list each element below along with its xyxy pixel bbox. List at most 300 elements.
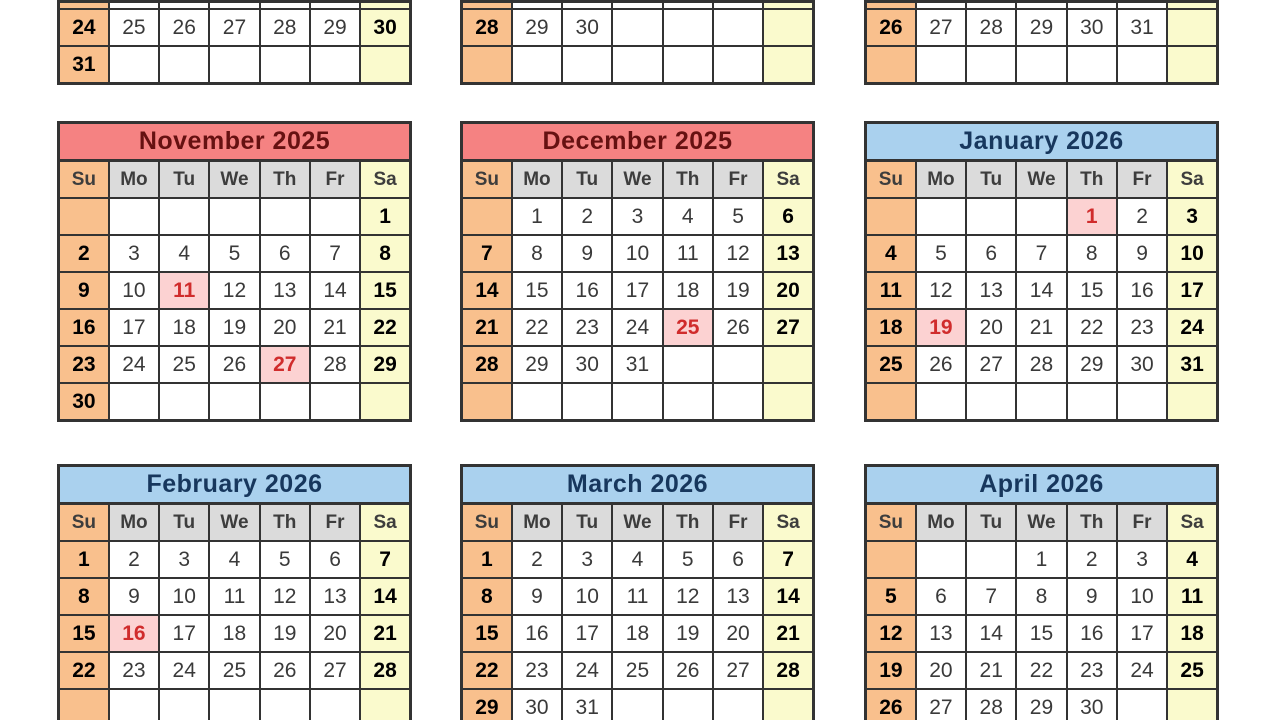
- date-cell: 9: [109, 578, 159, 615]
- empty-date-cell: [1167, 46, 1217, 84]
- weekday-header-th: Th: [1067, 504, 1117, 542]
- empty-date-cell: [209, 46, 259, 84]
- date-cell: 22: [462, 652, 512, 689]
- week-row: [59, 198, 411, 235]
- cropped-week-row: [462, 2, 814, 10]
- date-cell: 14: [763, 578, 813, 615]
- weekday-header-mo: Mo: [512, 504, 562, 542]
- weekday-header-fr: Fr: [310, 161, 360, 199]
- empty-date-cell: [612, 689, 662, 720]
- week-row: [59, 9, 411, 46]
- month-grid: [864, 159, 1219, 422]
- month-title: November 2025: [57, 121, 412, 159]
- date-cell: 20: [916, 652, 966, 689]
- date-cell: 4: [866, 235, 916, 272]
- empty-date-cell: [713, 46, 763, 84]
- weekday-header-mo: Mo: [916, 161, 966, 199]
- week-row: [59, 541, 411, 578]
- date-cell: 9: [59, 272, 109, 309]
- empty-date-cell: [713, 346, 763, 383]
- date-cell: 1: [1016, 541, 1066, 578]
- month-grid: [57, 159, 412, 422]
- empty-date-cell: [310, 689, 360, 720]
- date-cell: 29: [310, 9, 360, 46]
- empty-date-cell: [562, 383, 612, 421]
- weekday-header-row: [866, 161, 1218, 199]
- weekday-header-row: [59, 504, 411, 542]
- date-cell: 2: [59, 235, 109, 272]
- empty-date-cell: [462, 198, 512, 235]
- weekday-header-su: Su: [866, 161, 916, 199]
- empty-date-cell: [663, 689, 713, 720]
- date-cell: 13: [763, 235, 813, 272]
- date-cell: 19: [663, 615, 713, 652]
- date-cell: 29: [512, 9, 562, 46]
- date-cell: 12: [663, 578, 713, 615]
- empty-date-cell: [916, 46, 966, 84]
- date-cell: 26: [260, 652, 310, 689]
- weekday-header-sa: Sa: [1167, 161, 1217, 199]
- date-cell: 20: [260, 309, 310, 346]
- date-cell: 29: [1016, 689, 1066, 720]
- date-cell: 16: [562, 272, 612, 309]
- date-cell: 22: [512, 309, 562, 346]
- empty-date-cell: [966, 46, 1016, 84]
- date-cell: 2: [512, 541, 562, 578]
- cropped-cell: [260, 2, 310, 10]
- date-cell: 5: [713, 198, 763, 235]
- date-cell: 1: [512, 198, 562, 235]
- date-cell: 30: [562, 346, 612, 383]
- cropped-cell: [763, 2, 813, 10]
- empty-date-cell: [1167, 689, 1217, 720]
- date-cell: 30: [1067, 9, 1117, 46]
- cropped-cell: [1067, 2, 1117, 10]
- date-cell: 4: [159, 235, 209, 272]
- week-row: [59, 235, 411, 272]
- date-cell: 22: [1016, 652, 1066, 689]
- date-cell: 13: [713, 578, 763, 615]
- date-cell: 15: [1067, 272, 1117, 309]
- date-cell: 26: [209, 346, 259, 383]
- week-row: [866, 615, 1218, 652]
- date-cell: 27: [310, 652, 360, 689]
- date-cell: 18: [866, 309, 916, 346]
- week-row: [866, 578, 1218, 615]
- week-row: [866, 9, 1218, 46]
- date-cell: 8: [59, 578, 109, 615]
- weekday-header-tu: Tu: [562, 504, 612, 542]
- weekday-header-su: Su: [462, 504, 512, 542]
- empty-date-cell: [1167, 383, 1217, 421]
- date-cell: 17: [109, 309, 159, 346]
- date-cell: 29: [360, 346, 410, 383]
- weekday-header-tu: Tu: [159, 161, 209, 199]
- week-row: [59, 578, 411, 615]
- date-cell: 30: [1067, 689, 1117, 720]
- week-row: [462, 309, 814, 346]
- date-cell: 5: [663, 541, 713, 578]
- cropped-cell: [310, 2, 360, 10]
- week-row: [866, 689, 1218, 720]
- date-cell: 19: [713, 272, 763, 309]
- date-cell: 14: [360, 578, 410, 615]
- cropped-cell: [663, 2, 713, 10]
- week-row: [462, 689, 814, 720]
- empty-date-cell: [1016, 198, 1066, 235]
- empty-date-cell: [360, 383, 410, 421]
- date-cell: 21: [763, 615, 813, 652]
- month-grid: [864, 0, 1219, 85]
- month-title: April 2026: [864, 464, 1219, 502]
- date-cell: 21: [966, 652, 1016, 689]
- empty-date-cell: [360, 46, 410, 84]
- date-cell: 27: [916, 9, 966, 46]
- cropped-cell: [1117, 2, 1167, 10]
- date-cell: 9: [512, 578, 562, 615]
- empty-date-cell: [663, 9, 713, 46]
- date-cell: 26: [663, 652, 713, 689]
- month-december-2025: [460, 121, 815, 422]
- week-row: [462, 346, 814, 383]
- week-row: [866, 541, 1218, 578]
- empty-date-cell: [866, 541, 916, 578]
- date-cell: 22: [1067, 309, 1117, 346]
- week-row: [462, 541, 814, 578]
- date-cell: 2: [1067, 541, 1117, 578]
- weekday-header-sa: Sa: [763, 161, 813, 199]
- date-cell: 30: [59, 383, 109, 421]
- date-cell: 31: [59, 46, 109, 84]
- date-cell: 5: [260, 541, 310, 578]
- date-cell: 30: [360, 9, 410, 46]
- date-cell: 12: [260, 578, 310, 615]
- empty-date-cell: [209, 689, 259, 720]
- date-cell: 7: [310, 235, 360, 272]
- weekday-header-tu: Tu: [159, 504, 209, 542]
- date-cell: 24: [109, 346, 159, 383]
- date-cell: 25: [1167, 652, 1217, 689]
- weekday-header-mo: Mo: [512, 161, 562, 199]
- month-march-2026: [460, 464, 815, 720]
- date-cell: 29: [462, 689, 512, 720]
- date-cell: 24: [562, 652, 612, 689]
- cropped-cell: [713, 2, 763, 10]
- date-cell: 26: [866, 689, 916, 720]
- empty-date-cell: [59, 198, 109, 235]
- date-cell: 25: [159, 346, 209, 383]
- date-cell: 6: [713, 541, 763, 578]
- empty-date-cell: [59, 689, 109, 720]
- date-cell: 27: [916, 689, 966, 720]
- empty-date-cell: [916, 541, 966, 578]
- month-february-2026: [57, 464, 412, 720]
- date-cell: 9: [562, 235, 612, 272]
- date-cell: 28: [462, 9, 512, 46]
- date-cell: 10: [1117, 578, 1167, 615]
- month-top-right-partial: [864, 0, 1219, 85]
- weekday-header-sa: Sa: [360, 504, 410, 542]
- date-cell: 28: [966, 9, 1016, 46]
- date-cell: 29: [1016, 9, 1066, 46]
- date-cell: 30: [512, 689, 562, 720]
- empty-date-cell: [1167, 9, 1217, 46]
- date-cell: 1: [462, 541, 512, 578]
- empty-date-cell: [713, 689, 763, 720]
- date-cell: 24: [1117, 652, 1167, 689]
- date-cell: 31: [562, 689, 612, 720]
- month-grid: [864, 502, 1219, 720]
- date-cell: 12: [916, 272, 966, 309]
- weekday-header-we: We: [209, 504, 259, 542]
- date-cell: 4: [612, 541, 662, 578]
- month-top-left-partial: [57, 0, 412, 85]
- empty-date-cell: [966, 198, 1016, 235]
- empty-date-cell: [260, 383, 310, 421]
- empty-date-cell: [713, 383, 763, 421]
- weekday-header-we: We: [612, 161, 662, 199]
- empty-date-cell: [763, 346, 813, 383]
- date-cell: 22: [59, 652, 109, 689]
- week-row: [462, 198, 814, 235]
- cropped-week-row: [866, 2, 1218, 10]
- empty-date-cell: [612, 9, 662, 46]
- week-row: [866, 46, 1218, 84]
- date-cell: 9: [1117, 235, 1167, 272]
- date-cell: 13: [966, 272, 1016, 309]
- month-top-middle-partial: [460, 0, 815, 85]
- holiday-date-cell: 11: [159, 272, 209, 309]
- weekday-header-fr: Fr: [713, 504, 763, 542]
- empty-date-cell: [612, 383, 662, 421]
- date-cell: 6: [763, 198, 813, 235]
- date-cell: 10: [612, 235, 662, 272]
- date-cell: 20: [763, 272, 813, 309]
- date-cell: 10: [562, 578, 612, 615]
- date-cell: 12: [866, 615, 916, 652]
- cropped-cell: [109, 2, 159, 10]
- week-row: [866, 272, 1218, 309]
- date-cell: 6: [260, 235, 310, 272]
- month-title: January 2026: [864, 121, 1219, 159]
- weekday-header-mo: Mo: [109, 161, 159, 199]
- cropped-cell: [612, 2, 662, 10]
- empty-date-cell: [1067, 46, 1117, 84]
- date-cell: 17: [1167, 272, 1217, 309]
- week-row: [462, 9, 814, 46]
- weekday-header-fr: Fr: [1117, 161, 1167, 199]
- month-april-2026: [864, 464, 1219, 720]
- date-cell: 23: [59, 346, 109, 383]
- date-cell: 18: [209, 615, 259, 652]
- date-cell: 22: [360, 309, 410, 346]
- date-cell: 17: [562, 615, 612, 652]
- week-row: [59, 272, 411, 309]
- weekday-header-we: We: [1016, 504, 1066, 542]
- weekday-header-fr: Fr: [713, 161, 763, 199]
- date-cell: 27: [713, 652, 763, 689]
- empty-date-cell: [310, 198, 360, 235]
- date-cell: 6: [916, 578, 966, 615]
- empty-date-cell: [109, 46, 159, 84]
- month-grid: [57, 502, 412, 720]
- empty-date-cell: [512, 383, 562, 421]
- weekday-header-we: We: [209, 161, 259, 199]
- date-cell: 14: [310, 272, 360, 309]
- date-cell: 18: [612, 615, 662, 652]
- date-cell: 3: [1117, 541, 1167, 578]
- date-cell: 29: [512, 346, 562, 383]
- date-cell: 5: [209, 235, 259, 272]
- date-cell: 28: [260, 9, 310, 46]
- date-cell: 2: [1117, 198, 1167, 235]
- date-cell: 27: [966, 346, 1016, 383]
- empty-date-cell: [763, 46, 813, 84]
- date-cell: 30: [562, 9, 612, 46]
- cropped-week-row: [59, 2, 411, 10]
- week-row: [59, 652, 411, 689]
- empty-date-cell: [1117, 383, 1167, 421]
- weekday-header-we: We: [612, 504, 662, 542]
- date-cell: 18: [159, 309, 209, 346]
- date-cell: 21: [360, 615, 410, 652]
- month-grid: [460, 502, 815, 720]
- date-cell: 14: [966, 615, 1016, 652]
- week-row: [866, 309, 1218, 346]
- empty-date-cell: [260, 46, 310, 84]
- date-cell: 16: [1067, 615, 1117, 652]
- date-cell: 2: [562, 198, 612, 235]
- weekday-header-tu: Tu: [966, 161, 1016, 199]
- date-cell: 31: [1117, 9, 1167, 46]
- weekday-header-fr: Fr: [310, 504, 360, 542]
- date-cell: 24: [1167, 309, 1217, 346]
- date-cell: 7: [1016, 235, 1066, 272]
- week-row: [59, 383, 411, 421]
- month-grid: [460, 159, 815, 422]
- date-cell: 14: [462, 272, 512, 309]
- empty-date-cell: [713, 9, 763, 46]
- weekday-header-th: Th: [260, 504, 310, 542]
- date-cell: 1: [360, 198, 410, 235]
- holiday-date-cell: 19: [916, 309, 966, 346]
- empty-date-cell: [612, 46, 662, 84]
- date-cell: 30: [1117, 346, 1167, 383]
- cropped-cell: [512, 2, 562, 10]
- cropped-cell: [209, 2, 259, 10]
- date-cell: 24: [159, 652, 209, 689]
- date-cell: 1: [59, 541, 109, 578]
- date-cell: 31: [1167, 346, 1217, 383]
- date-cell: 6: [310, 541, 360, 578]
- cropped-cell: [462, 2, 512, 10]
- empty-date-cell: [260, 689, 310, 720]
- week-row: [866, 652, 1218, 689]
- date-cell: 4: [1167, 541, 1217, 578]
- empty-date-cell: [109, 689, 159, 720]
- date-cell: 15: [360, 272, 410, 309]
- weekday-header-mo: Mo: [916, 504, 966, 542]
- date-cell: 15: [59, 615, 109, 652]
- date-cell: 16: [512, 615, 562, 652]
- weekday-header-su: Su: [462, 161, 512, 199]
- week-row: [59, 689, 411, 720]
- date-cell: 12: [713, 235, 763, 272]
- cropped-cell: [562, 2, 612, 10]
- date-cell: 3: [159, 541, 209, 578]
- date-cell: 27: [763, 309, 813, 346]
- month-november-2025: [57, 121, 412, 422]
- date-cell: 23: [109, 652, 159, 689]
- date-cell: 23: [512, 652, 562, 689]
- date-cell: 17: [612, 272, 662, 309]
- date-cell: 3: [562, 541, 612, 578]
- date-cell: 26: [916, 346, 966, 383]
- empty-date-cell: [966, 541, 1016, 578]
- week-row: [866, 235, 1218, 272]
- week-row: [462, 272, 814, 309]
- month-january-2026: [864, 121, 1219, 422]
- date-cell: 24: [612, 309, 662, 346]
- holiday-date-cell: 16: [109, 615, 159, 652]
- date-cell: 11: [1167, 578, 1217, 615]
- date-cell: 17: [1117, 615, 1167, 652]
- month-title: March 2026: [460, 464, 815, 502]
- date-cell: 23: [562, 309, 612, 346]
- month-title: February 2026: [57, 464, 412, 502]
- date-cell: 31: [612, 346, 662, 383]
- week-row: [462, 578, 814, 615]
- holiday-date-cell: 1: [1067, 198, 1117, 235]
- empty-date-cell: [159, 689, 209, 720]
- date-cell: 8: [1067, 235, 1117, 272]
- weekday-header-row: [462, 161, 814, 199]
- date-cell: 18: [1167, 615, 1217, 652]
- empty-date-cell: [866, 198, 916, 235]
- weekday-header-th: Th: [260, 161, 310, 199]
- date-cell: 14: [1016, 272, 1066, 309]
- holiday-date-cell: 25: [663, 309, 713, 346]
- empty-date-cell: [310, 383, 360, 421]
- date-cell: 8: [360, 235, 410, 272]
- empty-date-cell: [663, 383, 713, 421]
- date-cell: 20: [310, 615, 360, 652]
- date-cell: 15: [512, 272, 562, 309]
- cropped-cell: [966, 2, 1016, 10]
- date-cell: 4: [209, 541, 259, 578]
- date-cell: 26: [159, 9, 209, 46]
- date-cell: 21: [310, 309, 360, 346]
- date-cell: 11: [663, 235, 713, 272]
- date-cell: 16: [59, 309, 109, 346]
- cropped-cell: [59, 2, 109, 10]
- date-cell: 23: [1067, 652, 1117, 689]
- cropped-cell: [360, 2, 410, 10]
- date-cell: 11: [209, 578, 259, 615]
- cropped-cell: [159, 2, 209, 10]
- empty-date-cell: [209, 198, 259, 235]
- date-cell: 20: [966, 309, 1016, 346]
- weekday-header-su: Su: [59, 161, 109, 199]
- empty-date-cell: [512, 46, 562, 84]
- empty-date-cell: [360, 689, 410, 720]
- weekday-header-th: Th: [1067, 161, 1117, 199]
- date-cell: 9: [1067, 578, 1117, 615]
- date-cell: 8: [1016, 578, 1066, 615]
- week-row: [462, 615, 814, 652]
- date-cell: 24: [59, 9, 109, 46]
- date-cell: 25: [109, 9, 159, 46]
